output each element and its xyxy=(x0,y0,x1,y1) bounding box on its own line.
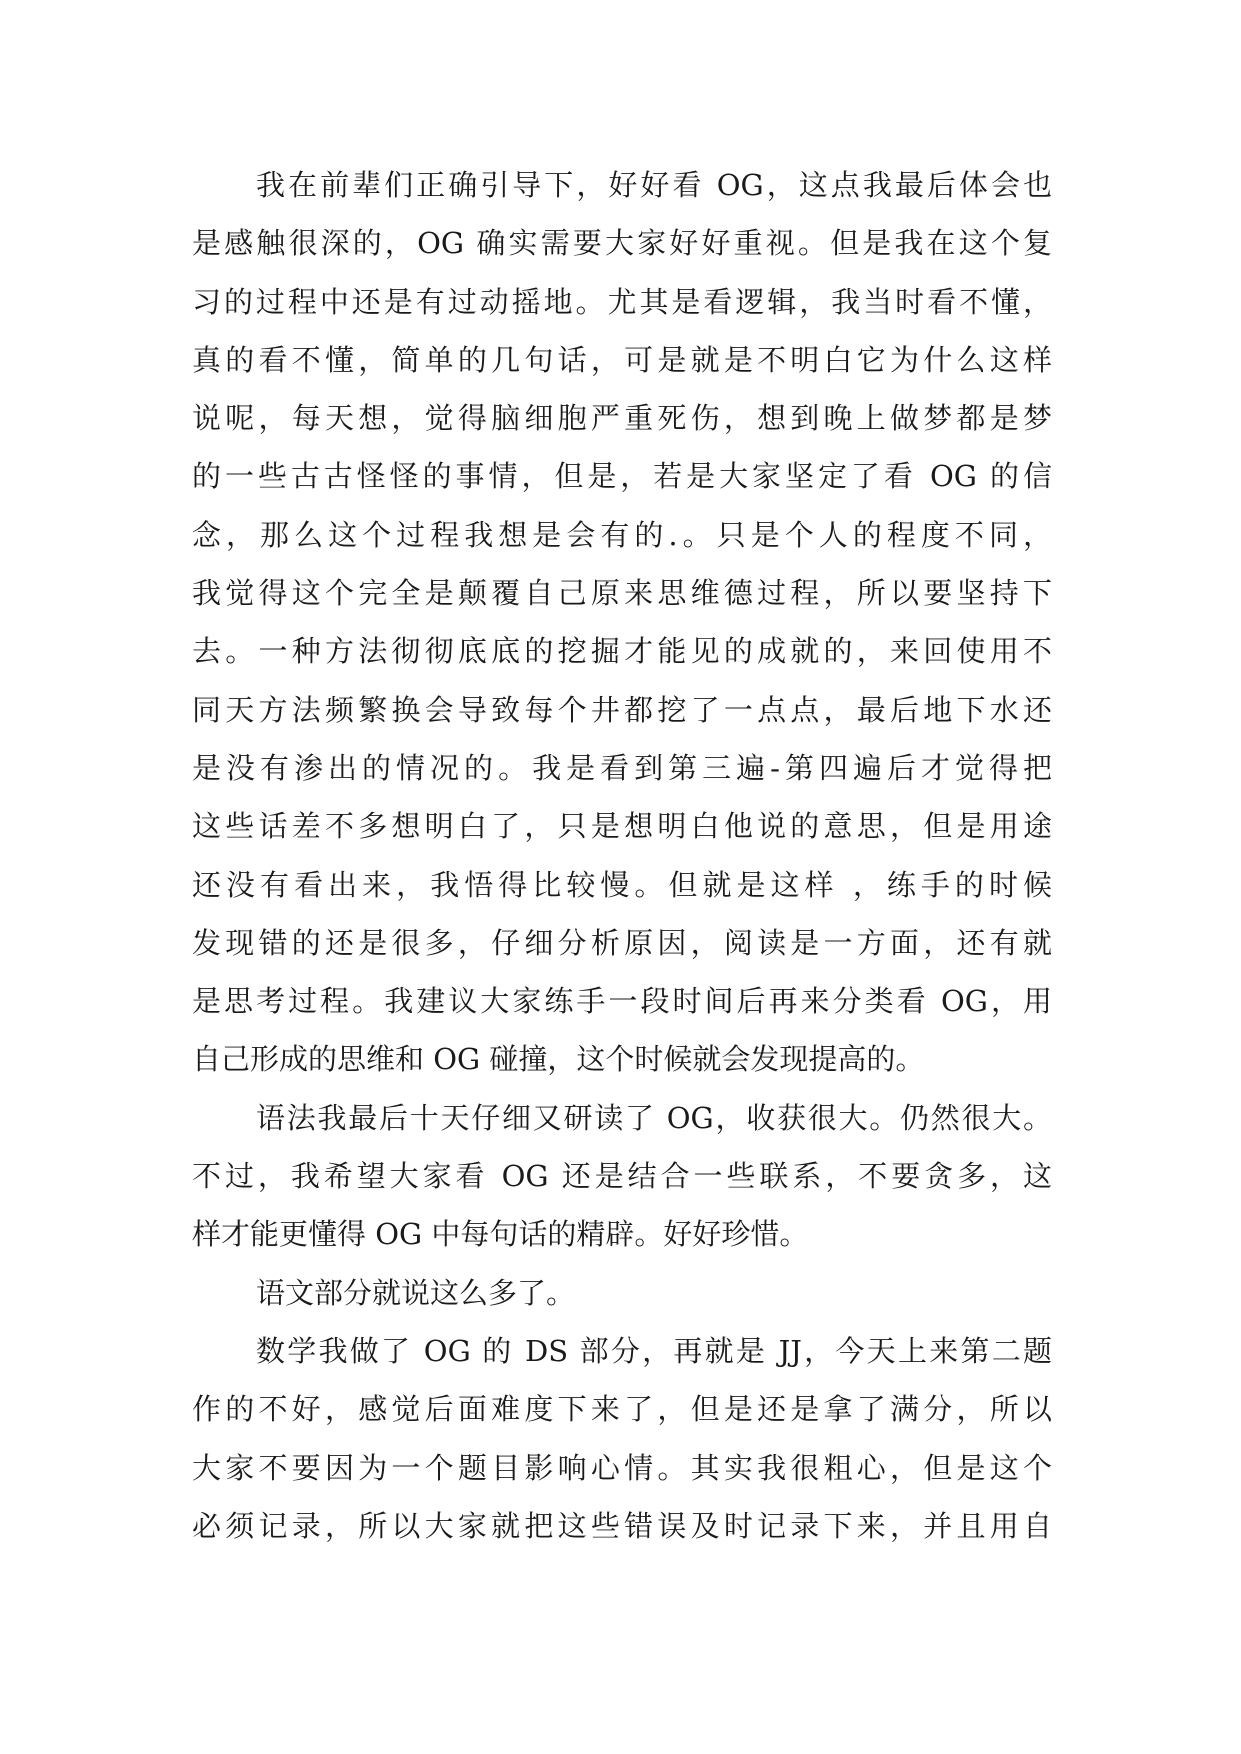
paragraph-line: 习的过程中还是有过动摇地。尤其是看逻辑，我当时看不懂， xyxy=(192,284,1052,319)
paragraph-line: 我在前辈们正确引导下，好好看 OG，这点我最后体会也 xyxy=(256,168,1052,202)
paragraph-line: 去。一种方法彻彻底底的挖掘才能见的成就的，来回使用不 xyxy=(192,634,1052,669)
paragraph-line: 不过，我希望大家看 OG 还是结合一些联系，不要贪多，这 xyxy=(192,1159,1052,1194)
paragraph-line: 是感触很深的，OG 确实需要大家好好重视。但是我在这个复 xyxy=(192,226,1052,261)
paragraph-line: 是没有渗出的情况的。我是看到第三遍-第四遍后才觉得把 xyxy=(192,750,1052,785)
paragraph-line: 自己形成的思维和 OG 碰撞，这个时候就会发现提高的。 xyxy=(192,1042,925,1077)
body-text xyxy=(192,156,1052,1555)
paragraph-line: 大家不要因为一个题目影响心情。其实我很粗心，但是这个 xyxy=(192,1450,1052,1485)
paragraph-line: 必须记录，所以大家就把这些错误及时记录下来，并且用自 xyxy=(192,1508,1052,1543)
paragraph-line: 这些话差不多想明白了，只是想明白他说的意思，但是用途 xyxy=(192,809,1052,844)
paragraph-line: 语文部分就说这么多了。 xyxy=(256,1275,576,1310)
paragraph-line: 数学我做了 OG 的 DS 部分，再就是 JJ，今天上来第二题 xyxy=(256,1333,1052,1368)
paragraph-line: 是思考过程。我建议大家练手一段时间后再来分类看 OG，用 xyxy=(192,984,1052,1019)
paragraph-line: 的一些古古怪怪的事情，但是，若是大家坚定了看 OG 的信 xyxy=(192,459,1052,494)
paragraph-line: 语法我最后十天仔细又研读了 OG，收获很大。仍然很大。 xyxy=(256,1100,1052,1135)
paragraph-line: 发现错的还是很多，仔细分析原因，阅读是一方面，还有就 xyxy=(192,925,1052,960)
paragraph-line: 样才能更懂得 OG 中每句话的精辟。好好珍惜。 xyxy=(192,1217,809,1252)
paragraph-line: 念，那么这个过程我想是会有的.。只是个人的程度不同， xyxy=(192,517,1052,552)
paragraph-line: 作的不好，感觉后面难度下来了，但是还是拿了满分，所以 xyxy=(192,1392,1052,1427)
paragraph-line: 还没有看出来，我悟得比较慢。但就是这样 ，练手的时候 xyxy=(192,867,1052,902)
paragraph-line: 我觉得这个完全是颠覆自己原来思维德过程，所以要坚持下 xyxy=(192,576,1052,611)
paragraph-line: 同天方法频繁换会导致每个井都挖了一点点，最后地下水还 xyxy=(192,692,1052,727)
paragraph-line: 真的看不懂，简单的几句话，可是就是不明白它为什么这样 xyxy=(192,342,1052,377)
paragraph-line: 说呢，每天想，觉得脑细胞严重死伤，想到晚上做梦都是梦 xyxy=(192,401,1052,436)
